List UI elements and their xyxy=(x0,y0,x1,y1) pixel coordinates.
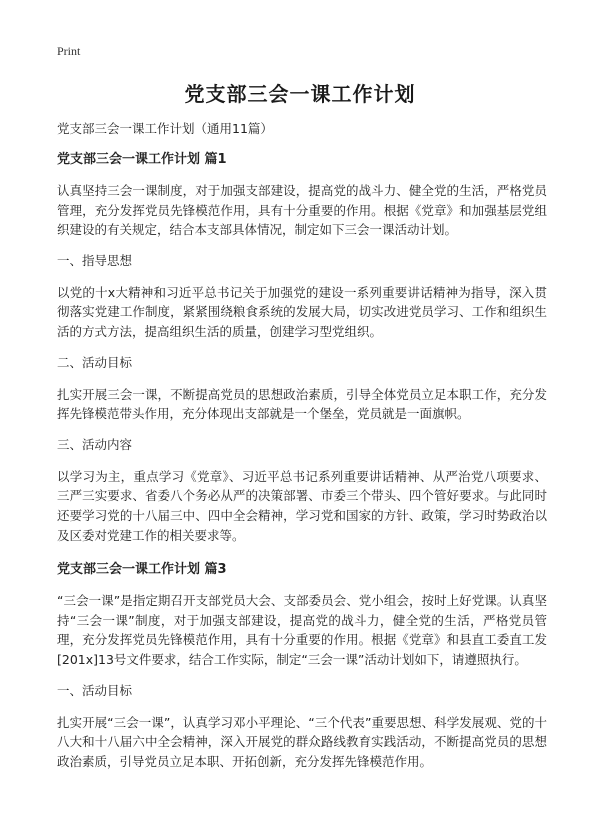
paragraph-activity-content: 以学习为主，重点学习《党章》、习近平总书记系列重要讲话精神、从严治党八项要求、三严三实要求、省委八个务必从严的决策部署、市委三个带头、四个管好要求。与此同时还要学习党的十八届三中、四中全会精神，学习党和国家的方针、政策，学习时势政治以及区委对党建工作的相关要求等。 xyxy=(57,468,547,543)
heading-activity-goals-2: 一、活动目标 xyxy=(57,682,133,698)
section-title-1: 党支部三会一课工作计划 篇1 xyxy=(57,152,227,167)
heading-activity-goals: 二、活动目标 xyxy=(57,354,133,370)
paragraph-guiding-ideology: 以党的十x大精神和习近平总书记关于加强党的建设一系列重要讲话精神为指导，深入贯彻落实党建工作制度，紧紧围绕粮食系统的发展大局，切实改进党员学习、工作和组织生活的方式方法，提高组织生活的质量，创建学习型党组织。 xyxy=(57,284,547,339)
document-subtitle: 党支部三会一课工作计划（通用11篇） xyxy=(57,121,273,136)
paragraph-three-meetings: “三会一课”是指定期召开支部党员大会、支部委员会、党小组会，按时上好党课。认真坚持“三会一课”制度，对于加强支部建设，提高党的战斗力，健全党的生活，严格党员管理，充分发挥党员先锋模范作用，具有十分重要的作用。根据《党章》和县直工委直工发[201x]13号文件要求，结合工作实际，制定“三会一课”活动计划如下，请遵照执行。 xyxy=(57,593,547,667)
page-title: 党支部三会一课工作计划 xyxy=(184,82,416,106)
document-body xyxy=(57,120,547,783)
print-link[interactable]: Print xyxy=(57,44,81,58)
heading-activity-content: 三、活动内容 xyxy=(57,436,133,452)
heading-guiding-ideology: 一、指导思想 xyxy=(57,252,133,268)
section-title-3: 党支部三会一课工作计划 篇3 xyxy=(57,562,227,578)
paragraph-activity-goals: 扎实开展三会一课，不断提高党员的思想政治素质，引导全体党员立足本职工作，充分发挥先锋模范带头作用，充分体现出支部就是一个堡垒，党员就是一面旗帜。 xyxy=(57,386,547,422)
paragraph-intro: 认真坚持三会一课制度，对于加强支部建设，提高党的战斗力、健全党的生活，严格党员管理，充分发挥党员先锋模范作用，具有十分重要的作用。根据《党章》和加强基层党组织建设的有关规定，结合本支部具体情况，制定如下三会一课活动计划。 xyxy=(57,183,547,238)
paragraph-activity-goals-2: 扎实开展“三会一课”，认真学习邓小平理论、“三个代表”重要思想、科学发展观、党的十八大和十八届六中全会精神，深入开展党的群众路线教育实践活动，不断提高党员的思想政治素质，引导党员立足本职、开拓创新，充分发挥先锋模范作用。 xyxy=(57,714,547,769)
